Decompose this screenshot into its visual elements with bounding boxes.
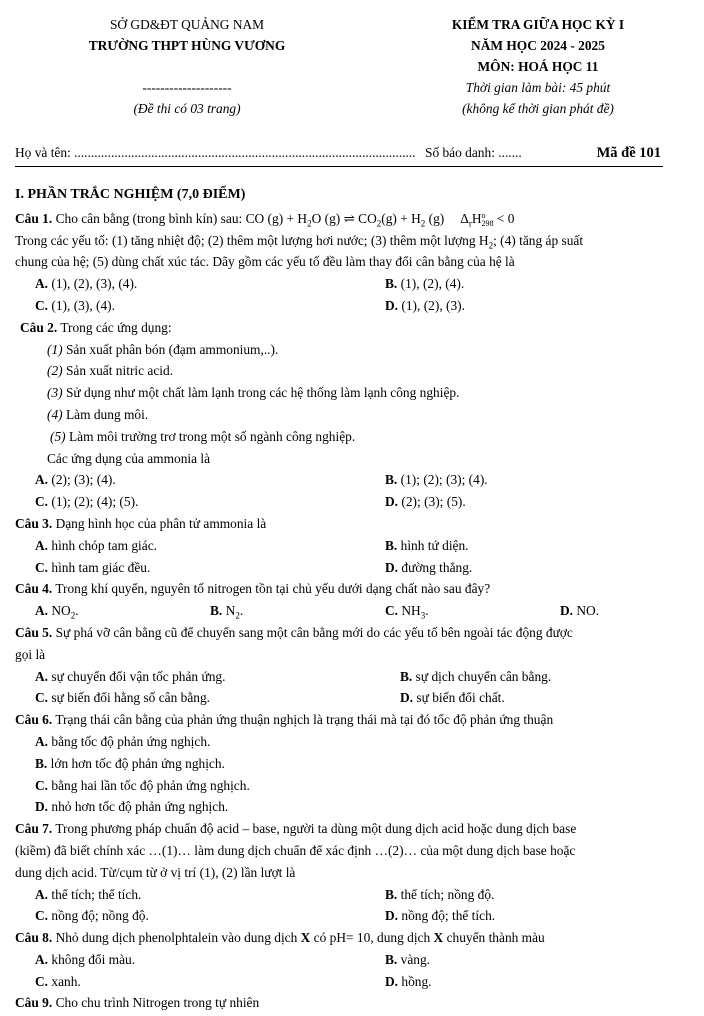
school-year: NĂM HỌC 2024 - 2025	[471, 38, 605, 53]
option-text: đường thẳng.	[401, 559, 473, 575]
option-a[interactable]	[35, 535, 157, 557]
questions-content	[15, 184, 697, 1014]
option-a[interactable]	[35, 884, 141, 906]
option-text: (1); (2); (4); (5).	[51, 494, 139, 510]
option-key: A.	[35, 537, 49, 553]
options-row	[15, 905, 697, 927]
option-c[interactable]	[35, 557, 150, 579]
option-text: không đổi màu.	[51, 951, 136, 967]
temperature-subscript: 298	[481, 218, 494, 228]
option-text: (1), (2), (3), (4).	[51, 276, 138, 292]
question-text: O (g) ⇌ CO	[311, 210, 377, 226]
question-text: Sự phá vỡ cân bằng cũ để chuyển sang một cân bằng mới do các yếu tố bên ngoài tác động được	[52, 624, 573, 640]
subscript: 2	[235, 610, 240, 621]
header-right	[388, 14, 688, 119]
item-text: Sử dụng như một chất làm lạnh trong các hệ thống làm lạnh công nghiệp.	[62, 385, 460, 401]
option-key: B.	[385, 951, 398, 967]
option-text: xanh.	[51, 973, 81, 989]
header-spacer	[62, 56, 312, 77]
option-key: B.	[385, 886, 398, 902]
option-key: C.	[35, 973, 49, 989]
question-2-conclusion: Các ứng dụng của ammonia là	[47, 450, 211, 466]
exam-code: Mã đề 101	[596, 145, 661, 161]
student-name-field[interactable]: Họ và tên: ......................................................................................................	[15, 145, 416, 160]
option-text: nồng độ; nồng độ.	[51, 908, 149, 924]
option-d[interactable]	[385, 295, 465, 317]
option-text: (2); (3); (5).	[401, 494, 466, 510]
option-text: bằng tốc độ phản ứng nghịch.	[51, 733, 211, 749]
option-text: sự dịch chuyển cân bằng.	[415, 668, 552, 684]
question-text: Trạng thái cân bằng của phản ứng thuận nghịch là trạng thái mà tại đó tốc độ phản ứng thuận	[52, 712, 554, 728]
item-number: (5)	[50, 428, 66, 444]
option-b[interactable]: B. $N_2$.	[210, 603, 244, 621]
question-2	[15, 317, 697, 339]
subscript: 2	[376, 218, 382, 229]
item-text: Sản xuất phân bón (đạm ammonium,..).	[62, 341, 279, 357]
options-row	[15, 557, 697, 579]
option-d[interactable]	[560, 600, 599, 622]
question-5-line-2: gọi là	[15, 646, 46, 662]
question-text: (g)	[425, 210, 445, 226]
option-text: thể tích; nồng độ.	[400, 886, 495, 902]
options-row	[15, 753, 697, 775]
item-text: Làm môi trường trơ trong một số ngành công nghiệp.	[65, 428, 356, 444]
option-text: nhỏ hơn tốc độ phản ứng nghịch.	[51, 799, 229, 815]
option-c[interactable]	[35, 905, 149, 927]
question-9	[15, 992, 697, 1014]
options-row	[15, 796, 697, 818]
option-text: N	[225, 603, 236, 619]
options-row	[15, 535, 697, 557]
question-8	[15, 927, 697, 949]
item-number: (2)	[47, 363, 63, 379]
options-row	[15, 273, 697, 295]
option-key: A.	[35, 668, 49, 684]
question-label: Câu 4.	[15, 581, 53, 597]
option-a[interactable]	[35, 731, 210, 753]
question-label: Câu 2.	[20, 319, 58, 335]
option-key: A.	[35, 951, 49, 967]
question-4	[15, 578, 697, 600]
option-d[interactable]	[400, 687, 505, 709]
option-d[interactable]	[35, 796, 228, 818]
options-row	[15, 600, 697, 622]
divider	[15, 166, 663, 167]
option-text: NH	[401, 603, 421, 619]
option-c[interactable]	[35, 491, 138, 513]
option-a[interactable]	[35, 666, 225, 688]
option-text: thể tích; thể tích.	[51, 886, 142, 902]
question-label: Câu 1.	[15, 210, 53, 226]
options-row	[15, 949, 697, 971]
question-label: Câu 6.	[15, 712, 53, 728]
option-key: C.	[35, 908, 49, 924]
header-dashes: --------------------	[142, 80, 232, 95]
question-text: Nhỏ dung dịch phenolphtalein vào dung dịch	[52, 930, 301, 946]
school-name: TRƯỜNG THPT HÙNG VƯƠNG	[88, 38, 286, 53]
option-a[interactable]	[35, 273, 137, 295]
option-c[interactable]	[35, 775, 250, 797]
option-c[interactable]: C. $NH_3$.	[385, 603, 429, 621]
pages-note: (Đề thi có 03 trang)	[133, 101, 241, 116]
exam-time: Thời gian làm bài: 45 phút	[465, 80, 611, 95]
options-row	[15, 971, 697, 993]
option-text: hình chóp tam giác.	[51, 537, 157, 553]
option-key: B.	[385, 537, 398, 553]
options-row	[15, 491, 697, 513]
option-key: A.	[35, 603, 49, 619]
subscript: 2	[488, 240, 494, 251]
option-key: B.	[385, 276, 398, 292]
option-key: A.	[35, 276, 49, 292]
list-item	[15, 404, 697, 426]
question-label: Câu 8.	[15, 930, 53, 946]
item-text: Sản xuất nitric acid.	[62, 363, 174, 379]
question-label: Câu 7.	[15, 821, 53, 837]
option-a[interactable]	[35, 949, 135, 971]
option-key: D.	[385, 973, 399, 989]
option-key: C.	[35, 559, 49, 575]
question-text: Trong các ứng dụng:	[57, 319, 172, 335]
option-text: hình tứ diện.	[400, 537, 469, 553]
question-text: Trong các yếu tố: (1) tăng nhiệt độ; (2) thêm một lượng hơi nước; (3) thêm một lượng H	[15, 232, 489, 248]
item-number: (1)	[47, 341, 63, 357]
option-text: lớn hơn tốc độ phản ứng nghịch.	[50, 755, 225, 771]
option-text: sự biến đổi hằng số cân bằng.	[51, 690, 211, 706]
option-d[interactable]	[385, 491, 466, 513]
question-7-line-2: (kiềm) đã biết chính xác …(1)… làm dung dịch chuẩn để xác định …(2)… của một dung dịch base hoặc	[15, 842, 576, 858]
option-text: nồng độ; thể tích.	[401, 908, 496, 924]
option-b[interactable]	[385, 949, 430, 971]
option-text: (1), (3), (4).	[51, 297, 115, 313]
question-text: Trong khí quyển, nguyên tố nitrogen tồn tại chủ yếu dưới dạng chất nào sau đây?	[52, 581, 491, 597]
option-key: C.	[35, 297, 49, 313]
option-text: sự biến đổi chất.	[416, 690, 505, 706]
option-text: (1), (2), (4).	[400, 276, 465, 292]
item-number: (3)	[47, 385, 63, 401]
list-item	[15, 426, 697, 448]
question-text: Cho cân bằng (trong bình kín) sau: CO (g) + H	[52, 210, 308, 226]
option-key: D.	[385, 908, 399, 924]
subscript: 2	[420, 218, 426, 229]
subject: MÔN: HOÁ HỌC 11	[477, 59, 599, 74]
option-text: vàng.	[400, 951, 431, 967]
question-label: Câu 3.	[15, 515, 53, 531]
question-text: ; (4) tăng áp suất	[493, 232, 584, 248]
option-key: B.	[385, 472, 398, 488]
options-row	[15, 884, 697, 906]
option-key: B.	[400, 668, 413, 684]
option-text: NO.	[576, 603, 600, 619]
options-row	[15, 295, 697, 317]
question-5	[15, 622, 697, 644]
option-key: B.	[210, 603, 223, 619]
option-text: (1), (2), (3).	[401, 297, 465, 313]
option-b[interactable]	[385, 273, 464, 295]
section-title: I. PHẦN TRẮC NGHIỆM (7,0 ĐIỂM)	[15, 187, 246, 202]
question-7-line-3: dung dịch acid. Từ/cụm từ ở vị trí (1), (2) lần lượt là	[15, 864, 296, 880]
option-key: D.	[560, 603, 574, 619]
option-d[interactable]	[385, 557, 472, 579]
question-text: Dạng hình học của phân tử ammonia là	[52, 515, 267, 531]
option-key: A.	[35, 733, 49, 749]
option-text: sự chuyển đổi vận tốc phản ứng.	[51, 668, 226, 684]
enthalpy-symbol: H	[471, 210, 482, 226]
option-key: D.	[400, 690, 414, 706]
enthalpy-expression	[460, 210, 515, 229]
option-a[interactable]: A. $NO_2$.	[35, 603, 79, 621]
solution-x-label: X	[433, 930, 444, 946]
list-item	[15, 382, 697, 404]
subscript: 3	[420, 610, 426, 621]
option-key: A.	[35, 886, 49, 902]
time-note: (không kể thời gian phát đề)	[462, 101, 614, 116]
option-b[interactable]	[385, 884, 494, 906]
item-number: (4)	[47, 406, 63, 422]
option-c[interactable]	[35, 295, 115, 317]
list-item	[15, 360, 697, 382]
option-key: C.	[385, 603, 399, 619]
question-3	[15, 513, 697, 535]
question-text: Cho chu trình Nitrogen trong tự nhiên	[52, 995, 260, 1011]
option-b[interactable]	[385, 535, 469, 557]
option-c[interactable]	[35, 971, 81, 993]
option-text: hình tam giác đều.	[51, 559, 151, 575]
option-key: D.	[35, 799, 49, 815]
question-text: (g) + H	[381, 210, 421, 226]
question-1	[15, 208, 697, 230]
question-text: Trong phương pháp chuẩn độ acid – base, người ta dùng một dung dịch acid hoặc dung dịch base	[52, 821, 577, 837]
exam-title: KIỂM TRA GIỮA HỌC KỲ I	[451, 17, 625, 32]
delta-symbol: Δ	[460, 210, 469, 226]
question-text: chuyển thành màu	[443, 930, 545, 946]
header-left	[62, 14, 312, 119]
option-key: A.	[35, 472, 49, 488]
question-7	[15, 818, 697, 840]
option-c[interactable]	[35, 687, 210, 709]
option-key: C.	[35, 494, 49, 510]
option-key: C.	[35, 690, 49, 706]
standard-superscript: o	[481, 210, 486, 220]
subscript: 2	[307, 218, 312, 229]
subscript: 2	[70, 610, 76, 621]
options-row	[15, 469, 697, 491]
subscript: r	[468, 218, 472, 229]
option-key: D.	[385, 559, 399, 575]
option-text: hồng.	[401, 973, 432, 989]
option-key: D.	[385, 297, 399, 313]
student-info	[15, 145, 695, 165]
option-key: C.	[35, 777, 49, 793]
question-1-line-3: chung của hệ; (5) dùng chất xúc tác. Dãy gồm các yếu tố đều làm thay đổi cân bằng của hệ là	[15, 254, 515, 270]
item-text: Làm dung môi.	[62, 406, 149, 422]
option-b[interactable]	[35, 753, 225, 775]
option-a[interactable]	[35, 469, 116, 491]
option-text: bằng hai lần tốc độ phản ứng nghịch.	[51, 777, 250, 793]
option-text: (2); (3); (4).	[51, 472, 116, 488]
options-row	[15, 666, 697, 688]
options-row	[15, 775, 697, 797]
option-b[interactable]	[400, 666, 551, 688]
inequality: < 0	[493, 210, 515, 226]
solution-x-label: X	[300, 930, 311, 946]
department-name: SỞ GD&ĐT QUẢNG NAM	[109, 17, 265, 32]
option-key: D.	[385, 494, 399, 510]
option-d[interactable]	[385, 971, 432, 993]
option-b[interactable]	[385, 469, 488, 491]
option-key: B.	[35, 755, 48, 771]
question-label: Câu 9.	[15, 995, 53, 1011]
student-id-field[interactable]: Số báo danh: .......	[425, 145, 522, 160]
option-d[interactable]	[385, 905, 495, 927]
question-6	[15, 709, 697, 731]
option-text: NO	[51, 603, 71, 619]
question-1-line-2	[15, 230, 697, 252]
question-text: có pH= 10, dung dịch	[310, 930, 434, 946]
options-row	[15, 731, 697, 753]
option-text: (1); (2); (3); (4).	[400, 472, 488, 488]
options-row	[15, 687, 697, 709]
list-item	[15, 339, 697, 361]
question-label: Câu 5.	[15, 624, 53, 640]
